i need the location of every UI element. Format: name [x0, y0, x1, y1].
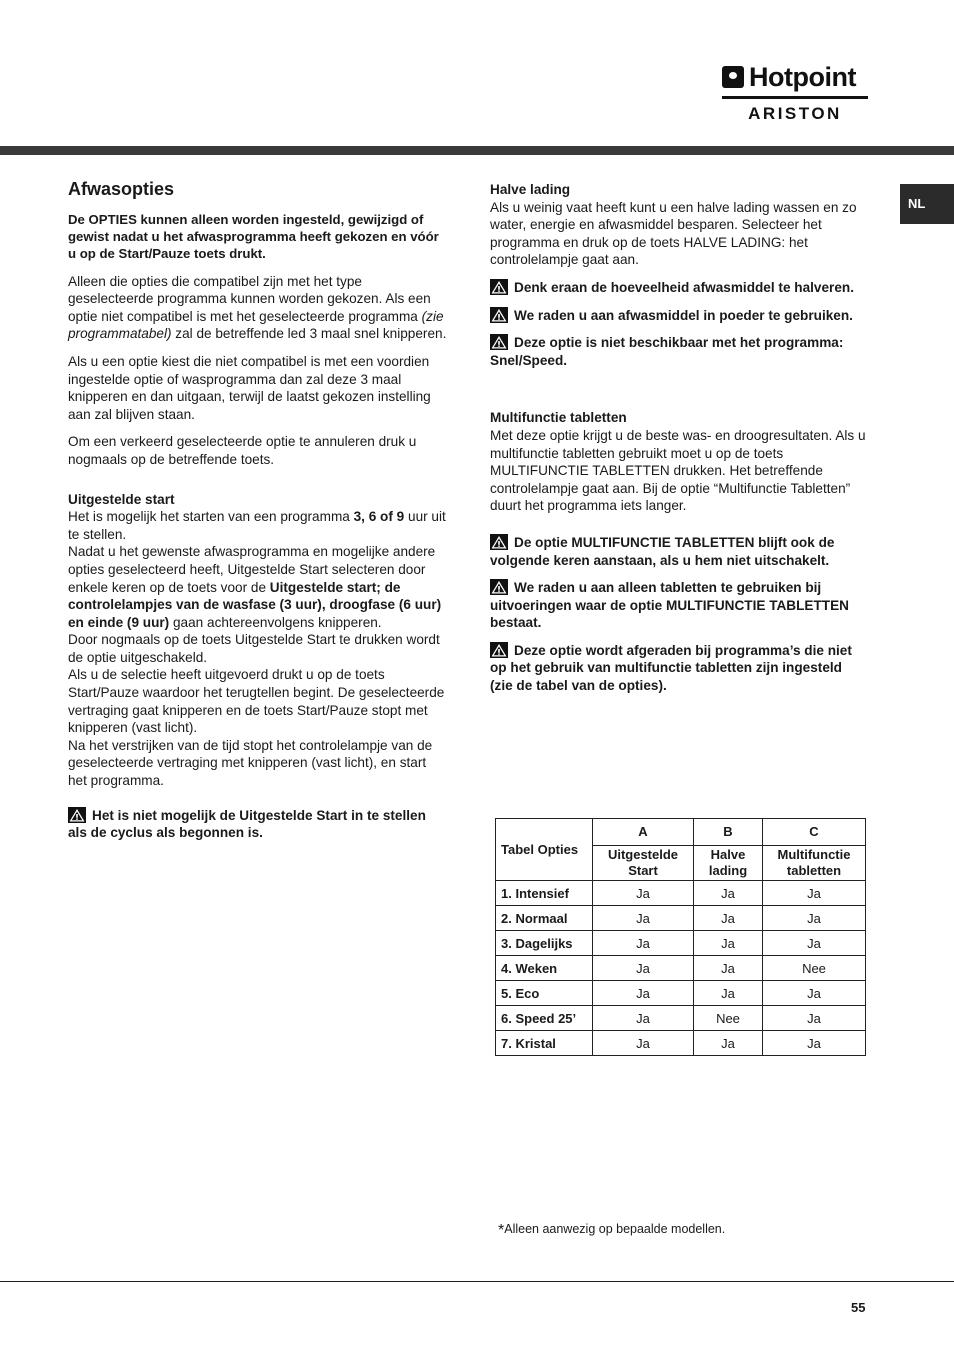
- delay-paragraph-1: Het is mogelijk het starten van een programma 3, 6 of 9 uur uit te stellen.: [68, 509, 446, 542]
- logo-sub-text: ARISTON: [748, 104, 842, 123]
- table-cell: Ja: [593, 906, 694, 931]
- language-tab: NL: [900, 184, 954, 224]
- brand-logo: [722, 62, 868, 124]
- multi-tab-heading: Multifunctie tabletten: [490, 410, 627, 426]
- right-column: [490, 181, 868, 695]
- multi-tab-warning-3: Deze optie wordt afgeraden bij programma’s die niet op het gebruik van multifunctie tabletten zijn ingesteld (zie de tabel van de opties).: [490, 642, 852, 694]
- table-cell: Ja: [593, 881, 694, 906]
- row-label: 3. Dagelijks: [496, 931, 593, 956]
- table-row: [496, 1031, 866, 1056]
- footnote: *Alleen aanwezig op bepaalde modellen.: [498, 1222, 726, 1239]
- table-cell: Ja: [763, 881, 866, 906]
- multi-tab-warning-1: De optie MULTIFUNCTIE TABLETTEN blijft ook de volgende keren aanstaan, als u hem niet uitschakelt.: [490, 534, 835, 568]
- left-column: [68, 181, 448, 842]
- multi-tab-warning-2: We raden u aan alleen tabletten te gebruiken bij uitvoeringen waar de optie MULTIFUNCTIE TABLETTEN bestaat.: [490, 580, 849, 631]
- table-row: [496, 956, 866, 981]
- warning-icon: [490, 579, 508, 595]
- paragraph-compat: Alleen die opties die compatibel zijn met het type geselecteerde programma kunnen worden gekozen. Als een optie niet compatibel is met het geselecteerde programma (zie programmatabel) zal de betreffende led 3 maal snel knipperen.: [68, 273, 447, 342]
- half-load-warning-3: Deze optie is niet beschikbaar met het programma: Snel/Speed.: [490, 335, 844, 368]
- half-load-text: Als u weinig vaat heeft kunt u een halve lading wassen en zo water, energie en afwasmiddel besparen. Selecteer het programma en druk op de toets HALVE LADING: het controlelampje gaat aan.: [490, 199, 857, 268]
- table-cell: Ja: [694, 1031, 763, 1056]
- column-letter: B: [694, 819, 763, 846]
- delay-heading: Uitgestelde start: [68, 491, 175, 507]
- table-cell: Ja: [593, 981, 694, 1006]
- page-number: 55: [851, 1300, 866, 1315]
- half-load-heading: Halve lading: [490, 182, 571, 197]
- intro-bold: De OPTIES kunnen alleen worden ingesteld, gewijzigd of gewist nadat u het afwasprogramma heeft gekozen en vóór u op de Start/Pauze toets drukt.: [68, 211, 439, 261]
- table-cell: Ja: [763, 1006, 866, 1031]
- column-header: Uitgestelde Start: [593, 846, 694, 881]
- row-label: 1. Intensief: [496, 881, 593, 906]
- table-cell: Ja: [694, 981, 763, 1006]
- delay-warning: Het is niet mogelijk de Uitgestelde Start in te stellen als de cyclus als begonnen is.: [68, 807, 426, 841]
- table-cell: Nee: [763, 956, 866, 981]
- table-corner-label: Tabel Opties: [496, 819, 593, 881]
- table-row: [496, 1006, 866, 1031]
- warning-icon: [490, 307, 508, 323]
- section-title: Afwasopties: [68, 179, 175, 199]
- table-row: [496, 931, 866, 956]
- multi-tab-text: Met deze optie krijgt u de beste was- en droogresultaten. Als u multifunctie tabletten gebruikt moet u op de toets MULTIFUNCTIE TABLETTEN drukken. Het betreffende controlelampje gaat aan. Bij de optie “Multifunctie Tabletten” duurt het programma iets langer.: [490, 427, 866, 514]
- delay-paragraph-2: Nadat u het gewenste afwasprogramma en mogelijke andere opties geselecteerd heeft, Uitgestelde Start selecteren door enkele keren op de toets voor de Uitgestelde start; de controlelampjes van de wasfase (3 uur), droogfase (6 uur) en einde (9 uur) gaan achtereenvolgens knipperen.: [68, 544, 442, 630]
- header-bar: [0, 146, 954, 155]
- table-cell: Ja: [694, 956, 763, 981]
- column-header: Multifunctie tabletten: [763, 846, 866, 881]
- row-label: 7. Kristal: [496, 1031, 593, 1056]
- footer-rule: [0, 1281, 954, 1282]
- row-label: 5. Eco: [496, 981, 593, 1006]
- paragraph-incompat: Als u een optie kiest die niet compatibel is met een voordien ingestelde optie of wasprogramma dan zal deze 3 maal knipperen en dan uitgaan, terwijl de laatst gekozen instelling aan zal blijven staan.: [68, 353, 431, 422]
- table-cell: Ja: [763, 906, 866, 931]
- half-load-warning-2: We raden u aan afwasmiddel in poeder te gebruiken.: [490, 307, 868, 325]
- hotpoint-logo-icon: [722, 66, 744, 88]
- table-cell: Ja: [763, 981, 866, 1006]
- column-letter: A: [593, 819, 694, 846]
- table-cell: Ja: [763, 931, 866, 956]
- column-letter: C: [763, 819, 866, 846]
- column-header: Halve lading: [694, 846, 763, 881]
- warning-icon: [68, 807, 86, 823]
- table-row: [496, 881, 866, 906]
- table-cell: Ja: [763, 1031, 866, 1056]
- logo-brand-text: Hotpoint: [749, 62, 856, 92]
- options-table: [495, 818, 866, 1056]
- row-label: 4. Weken: [496, 956, 593, 981]
- delay-paragraph-4: Als u de selectie heeft uitgevoerd drukt u op de toets Start/Pauze waardoor het terugtellen begint. De geselecteerde vertraging gaat knipperen en de toets Start/Pauze stopt met knipperen (vast licht).: [68, 667, 445, 736]
- table-cell: Ja: [593, 1031, 694, 1056]
- table-cell: Ja: [694, 931, 763, 956]
- table-cell: Nee: [694, 1006, 763, 1031]
- table-cell: Ja: [593, 1006, 694, 1031]
- warning-icon: [490, 334, 508, 350]
- table-cell: Ja: [694, 906, 763, 931]
- warning-icon: [490, 279, 508, 295]
- table-cell: Ja: [593, 931, 694, 956]
- logo-divider: [722, 96, 868, 99]
- table-row: [496, 906, 866, 931]
- table-cell: Ja: [593, 956, 694, 981]
- delay-paragraph-5: Na het verstrijken van de tijd stopt het controlelampje van de geselecteerde vertraging met knipperen (vast licht), en start het programma.: [68, 737, 433, 789]
- row-label: 2. Normaal: [496, 906, 593, 931]
- table-row: [496, 981, 866, 1006]
- warning-icon: [490, 534, 508, 550]
- row-label: 6. Speed 25’: [496, 1006, 593, 1031]
- delay-paragraph-3: Door nogmaals op de toets Uitgestelde Start te drukken wordt de optie uitgeschakeld.: [68, 632, 440, 665]
- half-load-warning-1: Denk eraan de hoeveelheid afwasmiddel te halveren.: [490, 279, 868, 297]
- warning-icon: [490, 642, 508, 658]
- paragraph-cancel: Om een verkeerd geselecteerde optie te annuleren druk u nogmaals op de betreffende toets.: [68, 434, 417, 467]
- table-cell: Ja: [694, 881, 763, 906]
